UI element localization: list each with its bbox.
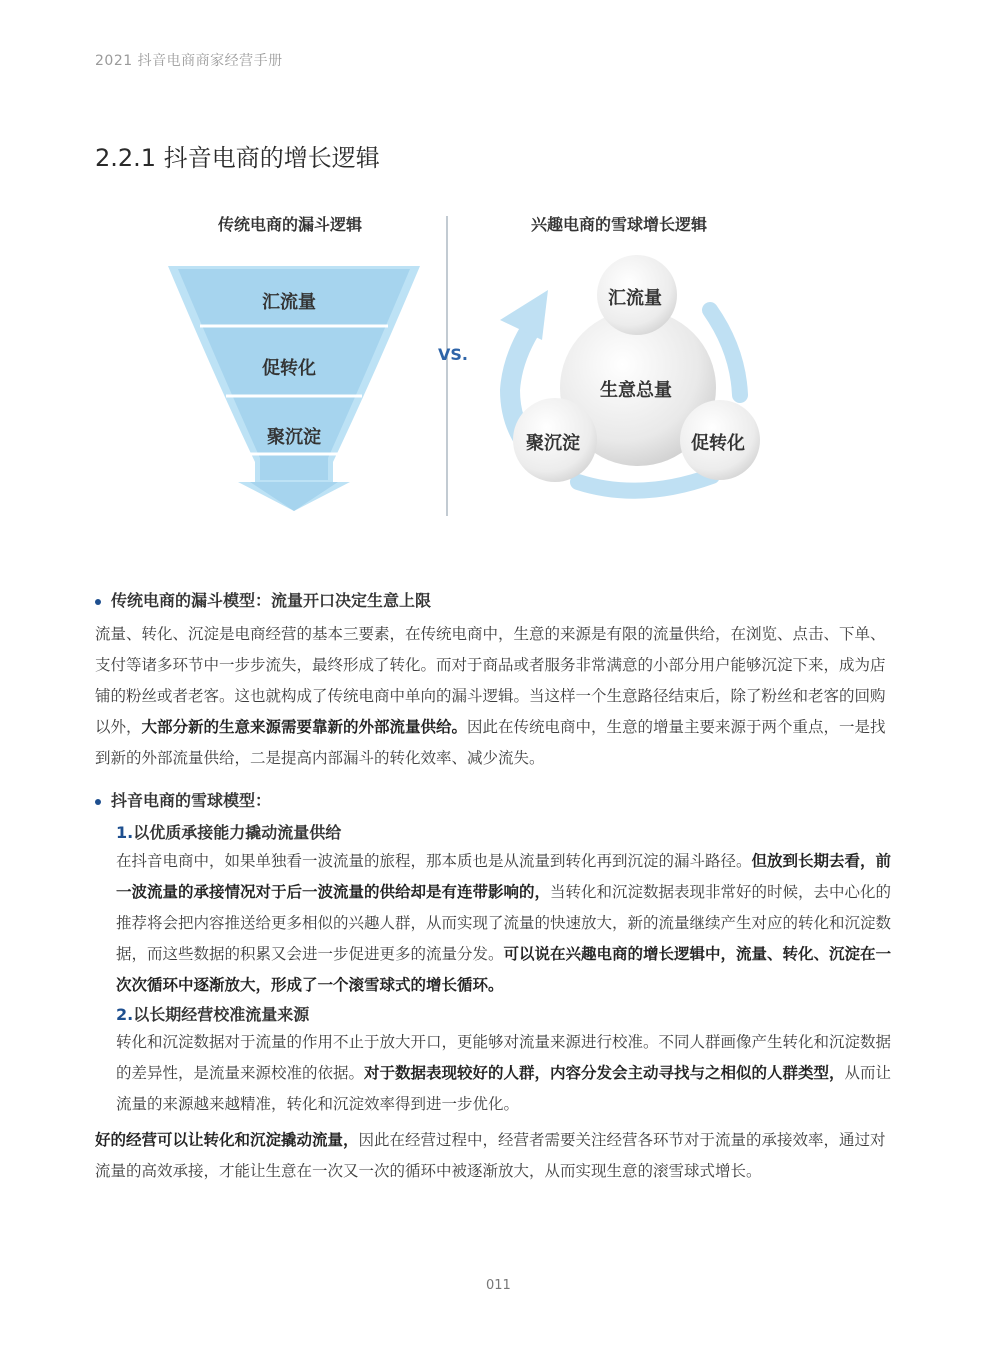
center-circle-label: 生意总量 <box>600 380 672 401</box>
circle-label-right: 促转化 <box>691 433 745 454</box>
snowball-caption: 兴趣电商的雪球增长逻辑 <box>531 215 708 234</box>
funnel-stage-2: 促转化 <box>262 358 316 379</box>
sub1-bold-2: 可以说在兴趣电商的增长逻辑中，流量、转化、沉淀在一次次循环中逐渐放大，形成了一个滚雪球式的增长循环。 <box>116 945 892 994</box>
section1-heading-text: 传统电商的漏斗模型：流量开口决定生意上限 <box>111 591 432 610</box>
subsection1-heading <box>116 820 341 843</box>
subsection1-title: 以优质承接能力撬动流量供给 <box>133 823 342 842</box>
subsection2-number: 2. <box>116 1005 134 1024</box>
funnel-caption: 传统电商的漏斗逻辑 <box>218 215 363 234</box>
sub2-bold-1: 对于数据表现较好的人群，内容分发会主动寻找与之相似的人群类型， <box>364 1064 845 1082</box>
conclusion-bold: 好的经营可以让转化和沉淀撬动流量， <box>95 1131 359 1149</box>
circle-label-top: 汇流量 <box>608 288 662 309</box>
growth-diagram <box>0 200 991 540</box>
sub1-text-2: 当转化和沉淀数据表现非常好的时候，去中心化的推荐将会把内容推送给更多相似的兴趣人群，从而实现了流量的快速放大，新的流量继续产生对应的转化和沉淀数据，而这些数据的积累又会进一步促进更多的流量分发。 <box>116 883 892 963</box>
page-header: 2021 抖音电商商家经营手册 <box>95 53 283 69</box>
sub1-text-1: 在抖音电商中，如果单独看一波流量的旅程，那本质也是从流量到转化再到沉淀的漏斗路径。 <box>116 852 752 870</box>
sub1-bold-1: 但放到长期去看，前一波流量的承接情况对于后一波流量的供给却是有连带影响的， <box>116 852 892 901</box>
funnel-stage-1: 汇流量 <box>262 292 316 313</box>
subsection2-heading <box>116 1002 309 1025</box>
circle-label-left: 聚沉淀 <box>526 433 580 454</box>
conclusion-text: 因此在经营过程中，经营者需要关注经营各环节对于流量的承接效率，通过对流量的高效承接，才能让生意在一次又一次的循环中被逐渐放大，从而实现生意的滚雪球式增长。 <box>95 1131 886 1180</box>
section2-heading <box>95 788 271 811</box>
bullet-dot <box>95 599 101 605</box>
funnel-stage-3: 聚沉淀 <box>267 427 321 448</box>
section1-text-1: 流量、转化、沉淀是电商经营的基本三要素，在传统电商中，生意的来源是有限的流量供给，在浏览、点击、下单、支付等诸多环节中一步步流失，最终形成了转化。而对于商品或者服务非常满意的小部分用户能够沉淀下来，成为店铺的粉丝或者老客。这也就构成了传统电商中单向的漏斗逻辑。当这样一个生意路径结束后，除了粉丝和老客的回购以外， <box>95 625 886 736</box>
subsection1-paragraph <box>116 846 899 1001</box>
subsection1-number: 1. <box>116 823 134 842</box>
section1-bold-1: 大部分新的生意来源需要靠新的外部流量供给。 <box>141 718 468 736</box>
bullet-dot <box>95 799 101 805</box>
section1-paragraph <box>95 619 899 774</box>
section1-heading <box>95 588 431 611</box>
vs-label: VS. <box>438 345 468 364</box>
conclusion-paragraph <box>95 1125 899 1187</box>
section2-heading-text: 抖音电商的雪球模型： <box>111 791 272 810</box>
subsection2-title: 以长期经营校准流量来源 <box>133 1005 310 1024</box>
sub2-text-2: 从而让流量的来源越来越精准，转化和沉淀效率得到进一步优化。 <box>116 1064 892 1113</box>
section-title: 2.2.1 抖音电商的增长逻辑 <box>95 144 380 172</box>
section1-text-2: 因此在传统电商中，生意的增量主要来源于两个重点，一是找到新的外部流量供给，二是提高内部漏斗的转化效率、减少流失。 <box>95 718 886 767</box>
sub2-text-1: 转化和沉淀数据对于流量的作用不止于放大开口，更能够对流量来源进行校准。不同人群画像产生转化和沉淀数据的差异性，是流量来源校准的依据。 <box>116 1033 892 1082</box>
diagram-graphics <box>0 200 991 540</box>
page-number: 011 <box>486 1278 511 1293</box>
subsection2-paragraph <box>116 1027 899 1120</box>
